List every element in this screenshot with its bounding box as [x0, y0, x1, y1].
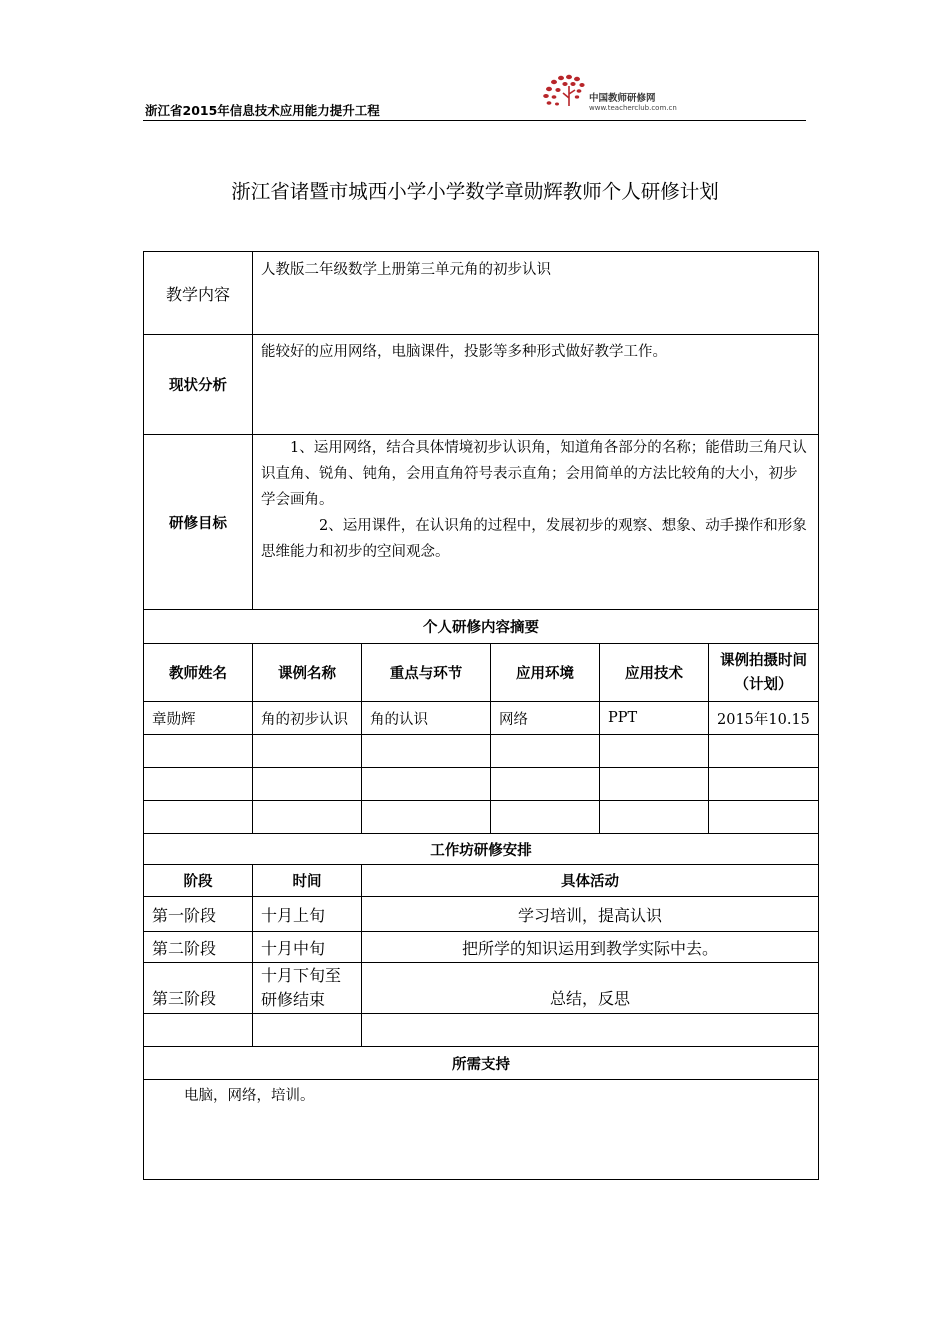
summary-cell: 2015年10.15	[709, 702, 819, 735]
goals-cell	[253, 435, 819, 610]
summary-heading-row	[144, 610, 819, 644]
table-row	[144, 735, 819, 768]
status-analysis-label: 现状分析	[144, 335, 253, 435]
summary-cell: 角的初步认识	[253, 702, 362, 735]
table-row	[144, 801, 819, 834]
teaching-content-label: 教学内容	[144, 252, 253, 335]
workshop-stage: 第一阶段	[144, 897, 253, 932]
logo-text: 中国教师研修网	[589, 93, 656, 104]
summary-cell	[144, 801, 253, 834]
summary-cell	[362, 801, 491, 834]
summary-cell	[709, 801, 819, 834]
support-row	[144, 1080, 819, 1180]
logo-url: www.teacherclub.com.cn	[589, 104, 677, 112]
workshop-stage: 第三阶段	[144, 963, 253, 1014]
logo-flower-icon	[539, 72, 589, 114]
workshop-time: 十月中旬	[253, 932, 362, 963]
goals-label: 研修目标	[144, 435, 253, 610]
workshop-activity: 把所学的知识运用到教学实际中去。	[362, 932, 819, 963]
col-time: 时间	[253, 865, 362, 897]
summary-cell	[253, 801, 362, 834]
summary-cell	[600, 768, 709, 801]
teaching-content-value: 人教版二年级数学上册第三单元角的初步认识	[253, 252, 819, 335]
col-teacher-name: 教师姓名	[144, 644, 253, 702]
table-row	[144, 1014, 819, 1047]
col-key-points: 重点与环节	[362, 644, 491, 702]
summary-cell	[253, 768, 362, 801]
support-value: 电脑，网络，培训。	[144, 1080, 819, 1180]
col-lesson-name: 课例名称	[253, 644, 362, 702]
summary-cell	[491, 768, 600, 801]
summary-cell	[362, 768, 491, 801]
goal-paragraph-1: 1、运用网络，结合具体情境初步认识角，知道角各部分的名称；能借助三角尺认识直角、锐角、钝角，会用直角符号表示直角；会用简单的方法比较角的大小，初步学会画角。	[261, 440, 807, 508]
header-title: 浙江省2015年信息技术应用能力提升工程	[145, 103, 380, 118]
workshop-stage: 第二阶段	[144, 932, 253, 963]
col-stage: 阶段	[144, 865, 253, 897]
col-environment: 应用环境	[491, 644, 600, 702]
summary-cell: 网络	[491, 702, 600, 735]
summary-cell	[144, 735, 253, 768]
workshop-time: 十月下旬至研修结束	[253, 963, 362, 1014]
summary-cell	[709, 735, 819, 768]
status-analysis-value: 能较好的应用网络，电脑课件，投影等多种形式做好教学工作。	[253, 335, 819, 435]
table-row	[144, 768, 819, 801]
workshop-activity: 学习培训，提高认识	[362, 897, 819, 932]
workshop-activity: 总结，反思	[362, 963, 819, 1014]
goals-row	[144, 435, 819, 610]
summary-cell	[600, 735, 709, 768]
summary-cell: 角的认识	[362, 702, 491, 735]
workshop-time: 十月上旬	[253, 897, 362, 932]
summary-cell	[253, 735, 362, 768]
page-title: 浙江省诸暨市城西小学小学数学章勋辉教师个人研修计划	[231, 180, 719, 203]
summary-cell	[491, 735, 600, 768]
col-activity: 具体活动	[362, 865, 819, 897]
workshop-header-row	[144, 865, 819, 897]
support-heading-row	[144, 1047, 819, 1080]
summary-cell	[600, 801, 709, 834]
col-technology: 应用技术	[600, 644, 709, 702]
summary-cell	[144, 768, 253, 801]
workshop-stage	[144, 1014, 253, 1047]
col-shoot-time: 课例拍摄时间（计划）	[709, 644, 819, 702]
workshop-heading-row	[144, 834, 819, 865]
summary-cell: 章勋辉	[144, 702, 253, 735]
page-header	[143, 72, 806, 121]
support-heading: 所需支持	[144, 1047, 819, 1080]
logo	[539, 72, 689, 114]
summary-cell	[362, 735, 491, 768]
summary-header-row	[144, 644, 819, 702]
workshop-heading: 工作坊研修安排	[144, 834, 819, 865]
goal-paragraph-2: 2、运用课件，在认识角的过程中，发展初步的观察、想象、动手操作和形象思维能力和初步的空间观念。	[261, 518, 807, 560]
table-row	[144, 897, 819, 932]
summary-heading: 个人研修内容摘要	[144, 610, 819, 644]
workshop-time	[253, 1014, 362, 1047]
table-row	[144, 963, 819, 1014]
status-analysis-row	[144, 335, 819, 435]
table-row	[144, 932, 819, 963]
summary-cell: PPT	[600, 702, 709, 735]
summary-cell	[491, 801, 600, 834]
plan-table	[143, 251, 819, 1180]
workshop-activity	[362, 1014, 819, 1047]
summary-cell	[709, 768, 819, 801]
teaching-content-row	[144, 252, 819, 335]
table-row	[144, 702, 819, 735]
